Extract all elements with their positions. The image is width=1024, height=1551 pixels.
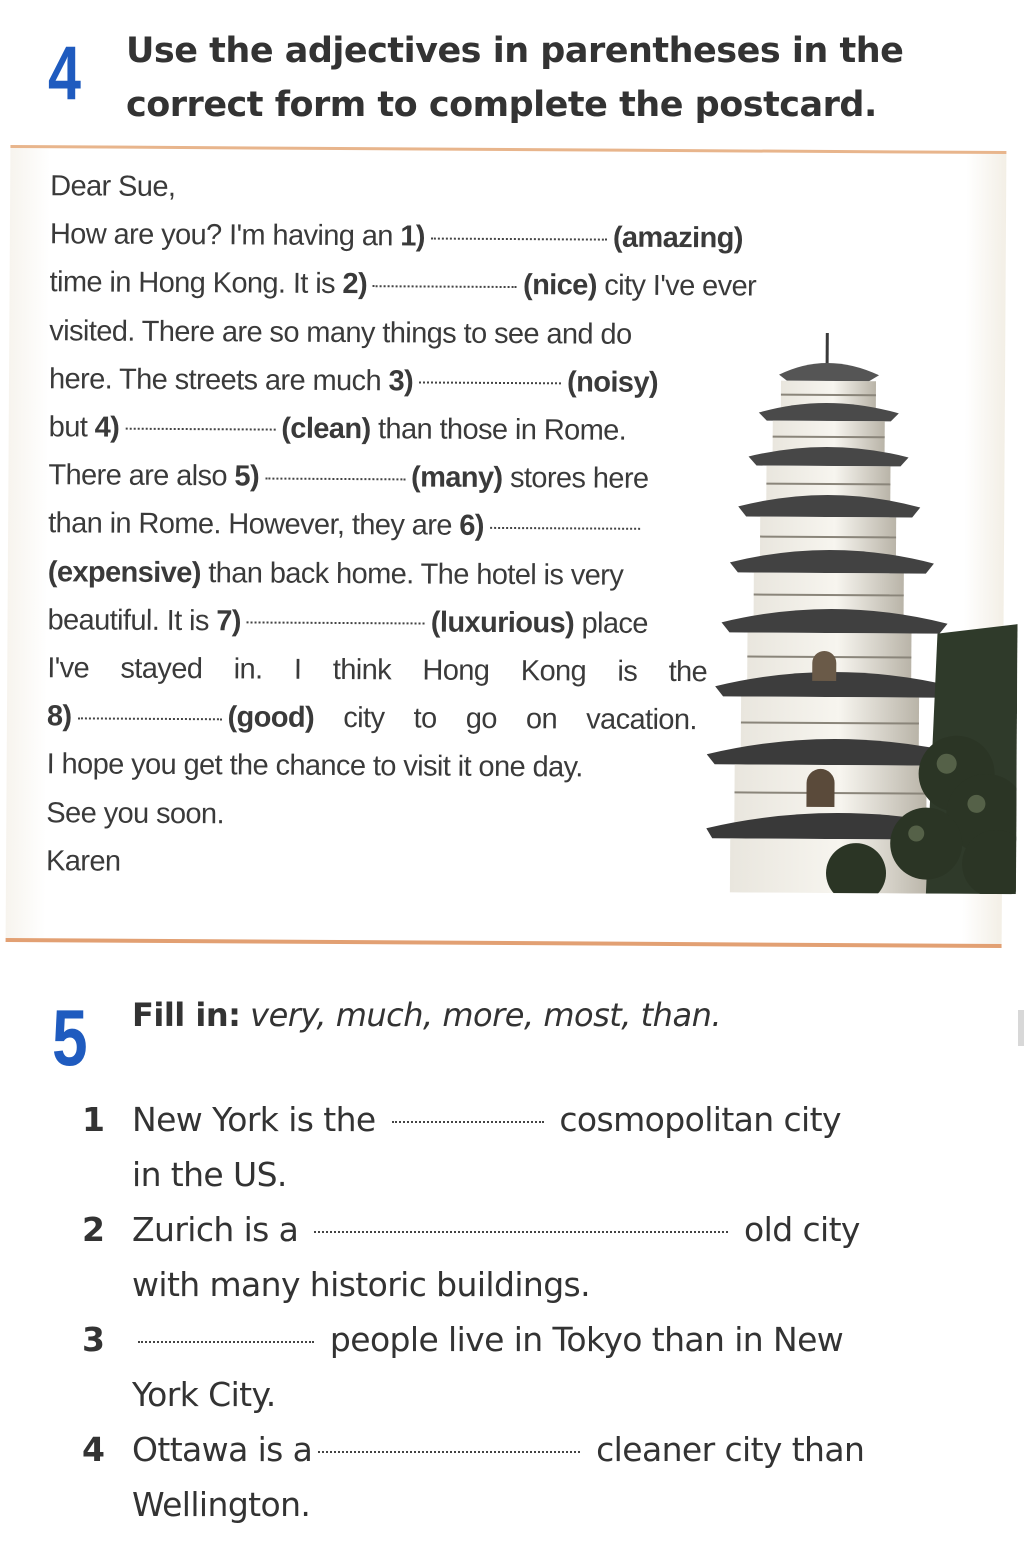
item-line: York City. bbox=[132, 1375, 276, 1414]
item-line: Wellington. bbox=[132, 1485, 311, 1524]
pagoda-tier bbox=[730, 516, 934, 573]
text: people live in Tokyo than in New bbox=[320, 1320, 844, 1359]
item-line: with many historic buildings. bbox=[132, 1265, 591, 1304]
item-line bbox=[132, 1422, 882, 1477]
item-number: 3 bbox=[82, 1320, 105, 1359]
blank-number: 8) bbox=[46, 700, 72, 733]
postcard-line bbox=[50, 210, 850, 263]
text: Zurich is a bbox=[132, 1210, 309, 1249]
text: than those in Rome. bbox=[370, 413, 627, 447]
blank-item-1[interactable] bbox=[392, 1121, 544, 1123]
blank-number: 6) bbox=[459, 510, 485, 543]
postcard-line: visited. There are so many things to see and do bbox=[49, 314, 632, 351]
text: Ottawa is a bbox=[132, 1430, 313, 1469]
word: go bbox=[465, 702, 497, 736]
text: than back home. The hotel is very bbox=[200, 556, 624, 592]
item-line bbox=[132, 1092, 882, 1147]
exercise-4-instruction bbox=[126, 24, 904, 132]
hint-word: (expensive) bbox=[47, 555, 201, 589]
instruction-line-2: correct form to complete the postcard. bbox=[126, 85, 877, 125]
item-line: in the US. bbox=[132, 1155, 287, 1194]
list-item bbox=[82, 1312, 882, 1422]
text: here. The streets are much bbox=[48, 363, 389, 398]
hint-word: (amazing) bbox=[612, 221, 743, 255]
blank-8[interactable] bbox=[78, 717, 222, 720]
hint-word: (noisy) bbox=[567, 366, 659, 399]
blank-1[interactable] bbox=[431, 237, 607, 240]
text: New York is the bbox=[132, 1100, 386, 1139]
word: I bbox=[293, 653, 302, 686]
text: than in Rome. However, they are bbox=[48, 507, 460, 543]
item-line bbox=[132, 1312, 882, 1367]
word: Kong bbox=[520, 655, 587, 688]
pagoda-tier bbox=[759, 381, 899, 422]
postcard-closing: See you soon. bbox=[46, 796, 225, 830]
pagoda-illustration bbox=[706, 332, 1019, 894]
blank-5[interactable] bbox=[265, 477, 405, 480]
blank-number: 2) bbox=[342, 268, 368, 301]
pagoda-tier bbox=[738, 465, 920, 517]
blank-4[interactable] bbox=[125, 428, 275, 431]
blank-number: 5) bbox=[234, 460, 260, 493]
postcard-line: I hope you get the chance to visit it one day. bbox=[46, 748, 583, 784]
word: Hong bbox=[422, 654, 490, 687]
word: the bbox=[668, 656, 708, 689]
scrollbar-thumb[interactable] bbox=[1018, 1010, 1024, 1046]
text: place bbox=[573, 607, 648, 640]
blank-item-2[interactable] bbox=[314, 1231, 728, 1233]
pagoda-tier bbox=[748, 420, 908, 466]
word: city bbox=[343, 702, 385, 735]
text: stores here bbox=[502, 462, 649, 496]
blank-item-3[interactable] bbox=[138, 1341, 314, 1343]
text: time in Hong Kong. It is bbox=[49, 266, 343, 301]
text: How are you? I'm having an bbox=[49, 218, 401, 253]
item-number: 2 bbox=[82, 1210, 105, 1249]
list-item bbox=[82, 1422, 882, 1532]
pagoda-tier bbox=[721, 572, 947, 633]
instruction-line-1: Use the adjectives in parentheses in the bbox=[126, 31, 904, 71]
text: cleaner city than bbox=[586, 1430, 865, 1469]
hint-word: (nice) bbox=[522, 269, 597, 302]
word: on bbox=[525, 703, 558, 736]
postcard-greeting: Dear Sue, bbox=[50, 170, 176, 203]
exercise-5-instruction bbox=[132, 988, 721, 1042]
text: cosmopolitan city bbox=[549, 1100, 841, 1139]
exercise-4-number: 4 bbox=[48, 31, 81, 116]
item-number: 4 bbox=[82, 1430, 105, 1469]
postcard-line bbox=[49, 259, 869, 312]
blank-number: 4) bbox=[94, 411, 120, 444]
instruction-words: very, much, more, most, than. bbox=[240, 996, 722, 1034]
postcard-line bbox=[47, 644, 707, 696]
blank-3[interactable] bbox=[419, 382, 561, 385]
exercise-5-number: 5 bbox=[52, 993, 88, 1082]
postcard bbox=[6, 145, 1007, 948]
text: beautiful. It is bbox=[47, 604, 217, 638]
list-item bbox=[82, 1092, 882, 1202]
blank-group bbox=[47, 692, 314, 742]
blank-number: 1) bbox=[400, 220, 426, 253]
blank-6[interactable] bbox=[490, 527, 640, 530]
blank-item-4[interactable] bbox=[318, 1451, 580, 1453]
hint-word: (clean) bbox=[281, 412, 371, 446]
blank-number: 3) bbox=[388, 365, 414, 398]
word: stayed bbox=[120, 652, 203, 686]
pagoda-tier bbox=[715, 632, 959, 697]
word: think bbox=[332, 653, 392, 687]
item-number: 1 bbox=[82, 1100, 105, 1139]
postcard-signature: Karen bbox=[45, 845, 121, 878]
text: city I've ever bbox=[596, 269, 757, 303]
word: is bbox=[617, 655, 638, 688]
blank-2[interactable] bbox=[373, 285, 517, 288]
exercise-5-list bbox=[82, 1092, 882, 1532]
word: I've bbox=[47, 652, 90, 685]
postcard-line bbox=[47, 692, 697, 744]
text: but bbox=[48, 411, 95, 444]
item-line bbox=[132, 1202, 882, 1257]
word: to bbox=[413, 702, 437, 735]
text: There are also bbox=[48, 459, 235, 493]
instruction-label: Fill in: bbox=[132, 996, 241, 1034]
blank-number: 7) bbox=[216, 605, 241, 638]
blank-7[interactable] bbox=[247, 622, 425, 625]
word: vacation. bbox=[586, 703, 697, 737]
text: old city bbox=[734, 1210, 860, 1249]
word: in. bbox=[233, 653, 263, 686]
hint-word: (luxurious) bbox=[430, 606, 575, 640]
list-item bbox=[82, 1202, 882, 1312]
hint-word: (good) bbox=[227, 701, 315, 735]
hint-word: (many) bbox=[410, 461, 503, 495]
